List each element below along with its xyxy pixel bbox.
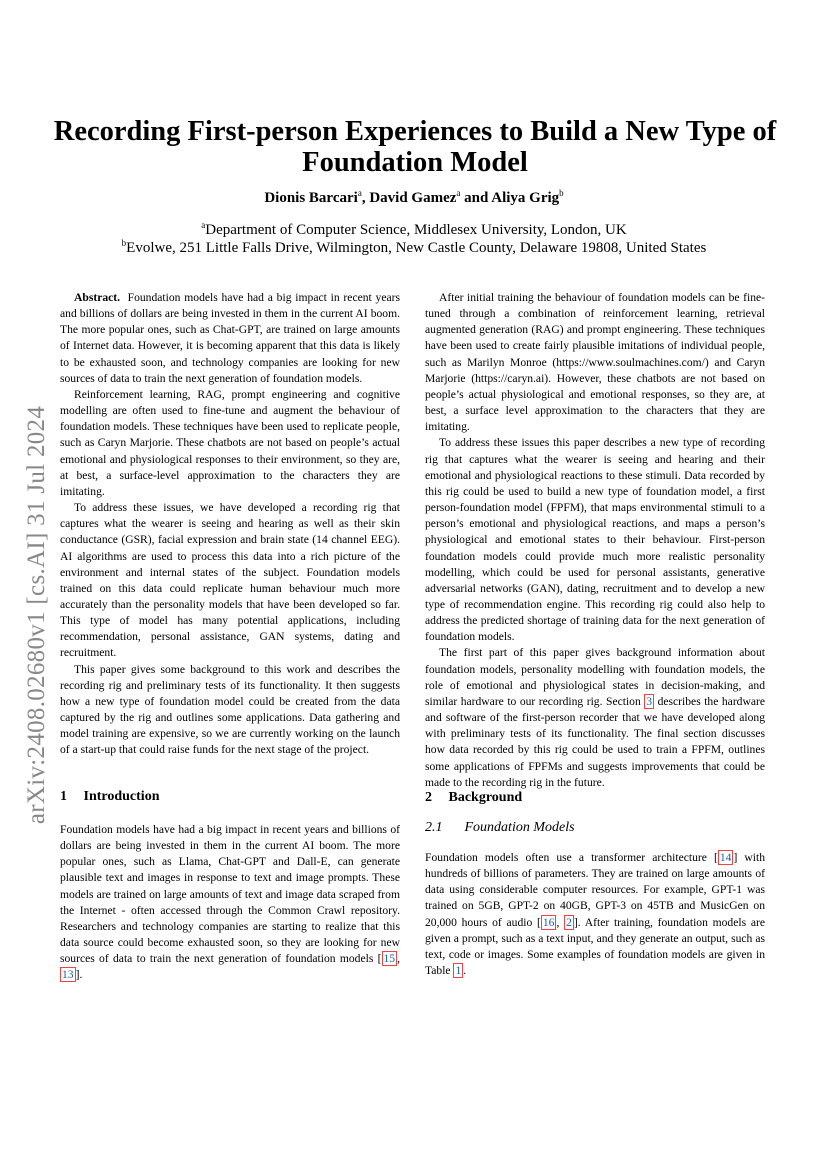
introduction-paragraph: Foundation models have had a big impact in recent years and billions of dollars are being invested in them in the current AI boom. The more popular ones, such as Llama, Chat-GPT and Dall-E, can generate plausible text and images in response to text and image prompts. These models are trained on large amounts of text and image data scraped from the Internet - often accessed through the Common Crawl repository. Researchers and technology companies are starting to realize that this data source could become exhausted soon, so they are looking for new sources of data to train the next generation of foundation models [ 15 , 13 ]. (60, 823, 400, 982)
subsection-title: Foundation Models (464, 820, 575, 835)
author-name: David Gamez (369, 190, 457, 206)
author-separator: , (361, 190, 370, 206)
author-list (0, 188, 828, 207)
author-name: Aliya Grig (491, 190, 560, 206)
section-number: 2 (425, 790, 432, 805)
author-affil-mark: b (559, 188, 564, 198)
citation-link[interactable]: 13 (62, 968, 74, 982)
abstract-text: Foundation models have had a big impact in recent years and billions of dollars are being invested in them in the current AI boom. The more popular ones, such as Chat-GPT, are trained on large amounts of Internet data. However, it is becoming apparent that this data is likely to be exhausted soon, and technology companies are looking for new sources of data to train the next generation of foundation models. (60, 291, 401, 385)
section-reference-link[interactable]: 3 (646, 694, 653, 708)
subsection-heading-foundation-models (425, 820, 575, 836)
author-affil-mark: a (357, 188, 362, 198)
body-paragraph: To address these issues this paper describes a new type of recording rig that captures what the wearer is seeing and hearing and their emotional and physiological reactions to these stimuli. Data recorded by this rig could be used to build a new type of foundation model, a first person-foundation model (FPFM), that maps environmental stimuli to a person’s emotional and physiological reactions, and maps a person’s physiological and emotional states to their behaviour. First-person foundation models could provide much more realistic personality modelling, which could be used for personal assistants, generative adversarial networks (GAN), dating, recruitment and to develop a new type of recommendation engine. This recording rig could also help to address the predicted shortage of training data for the next generation of foundation models. (425, 436, 765, 644)
section-title: Introduction (83, 789, 160, 804)
right-column-body (425, 290, 765, 791)
subsection-number: 2.1 (425, 820, 443, 835)
abstract-paragraph: Reinforcement learning, RAG, prompt engineering and cognitive modelling are often used to fine-tune and augment the behaviour of foundation models. These techniques have been used to replicate people, such as Caryn Marjorie. These chatbots are not based on people’s actual emotional and physiological responses to their environment, so they are, at best, a surface-level approximation to the characters they are imitating. (60, 387, 400, 498)
abstract-paragraph: To address these issues, we have developed a recording rig that captures what the wearer is seeing and hearing as well as their skin conductance (GSR), facial expression and brain state (14 channel EEG). AI algorithms are used to process this data into a rich picture of the environment and internal states of the subject. Foundation models trained on this data could replicate human behaviour much more accurately than the personality models that have been developed so far. This type of model has many potential applications, including recommendation, personal assistance, GAN systems, dating and recruitment. (60, 501, 400, 660)
section-number: 1 (60, 789, 67, 804)
arxiv-identifier-text: arXiv:2408.02680v1 [cs.AI] 31 Jul 2024 (23, 405, 51, 825)
section-heading-introduction (60, 789, 159, 805)
author-name: Dionis Barcari (264, 190, 358, 206)
affiliation-text: Department of Computer Science, Middlesex University, London, UK (205, 222, 627, 238)
citation-link[interactable]: 16 (542, 915, 555, 929)
author-affil-mark: a (456, 188, 461, 198)
citation-link[interactable]: 14 (719, 851, 732, 864)
affiliation-mark: a (201, 220, 206, 230)
introduction-body (60, 822, 400, 984)
author-separator: and (460, 190, 492, 206)
abstract-column (60, 290, 400, 759)
paper-title: Recording First-person Experiences to Build a New Type of Foundation Model (53, 116, 777, 178)
affiliation-text: Evolwe, 251 Little Falls Drive, Wilmington, New Castle County, Delaware 19808, United States (126, 240, 707, 256)
body-paragraph: The first part of this paper gives background information about foundation models, personality modelling with foundation models, the role of emotional and physiological states in decision-making, and similar hardware to our recording rig. Section 3 describes the hardware and software of the first-person recorder that we have developed along with preliminary tests of its functionality. The final section discusses how data recorded by this rig could be used to train a FPFM, outlines some applications of FPFMs and suggests improvements that could be made to the recording rig in the future. (425, 646, 766, 789)
section-title: Background (448, 790, 523, 805)
abstract-label: Abstract. (74, 291, 121, 304)
table-reference-link[interactable]: 1 (455, 964, 462, 978)
affiliation-a (0, 220, 828, 239)
abstract-paragraph (60, 290, 400, 387)
arxiv-identifier (14, 380, 60, 850)
foundation-models-body (425, 850, 765, 979)
affiliation-mark: b (121, 238, 127, 248)
affiliation-b (0, 238, 828, 257)
body-paragraph: After initial training the behaviour of foundation models can be fine-tuned through a combination of reinforcement learning, retrieval augmented generation (RAG) and prompt engineering. These techniques have been used to create fairly plausible imitations of individual people, such as Marilyn Monroe (https://www.soulmachines.com/) and Caryn Marjorie (https://caryn.ai). However, these chatbots are not based on people’s actual physiological and emotional responses, so they are, at best, a surface level approximation to the characters that they are imitating. (425, 291, 765, 434)
citation-link[interactable]: 2 (566, 915, 572, 929)
abstract-paragraph: This paper gives some background to this work and describes the recording rig and preliminary tests of its functionality. It then suggests how a new type of foundation model could be created from the data captured by the rig and outlines some applications. Data gathering and model training are expensive, so we are currently working on the launch of a start-up that could raise funds for the next stage of the project. (60, 662, 400, 757)
section-heading-background (425, 790, 522, 806)
body-paragraph: Foundation models often use a transformer architecture [ 14 ] with hundreds of billions of parameters. They are trained on large amounts of data using considerable computer resources. For example, GPT-1 was trained on 5GB, GPT-2 on 40GB, GPT-3 on 45TB and MusicGen on 20,000 hours of audio [ 16 , 2 ]. After training, foundation models are given a prompt, such as a text input, and they generate an output, such as text, code or images. Some examples of foundation models are given in Table 1 . (425, 851, 765, 978)
citation-link[interactable]: 15 (383, 952, 396, 966)
